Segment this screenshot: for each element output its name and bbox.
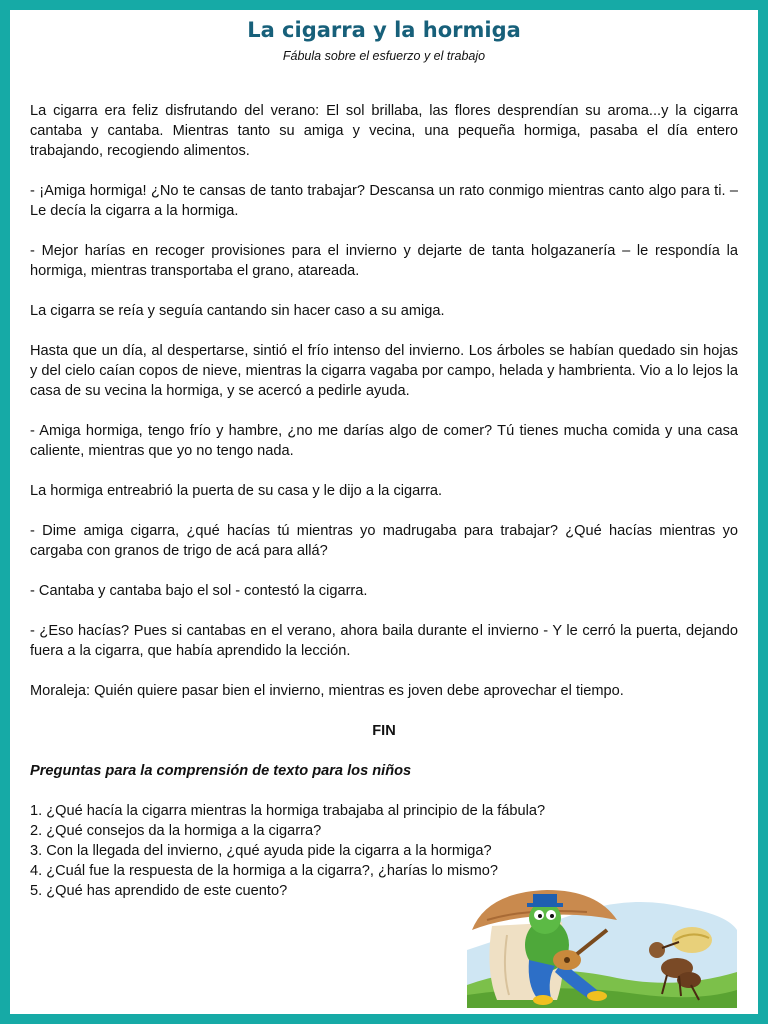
story-paragraph: La cigarra se reía y seguía cantando sin hacer caso a su amiga. — [30, 303, 445, 319]
story-paragraph: - Dime amiga cigarra, ¿qué hacías tú mientras yo madrugaba para trabajar? ¿Qué hacías mientras yo cargaba con granos de trigo de acá para allá? — [30, 523, 738, 559]
cricket-ant-illustration — [467, 890, 737, 1008]
document-page — [10, 10, 758, 1014]
story-paragraph: - Mejor harías en recoger provisiones para el invierno y dejarte de tanta holgazanería – le respondía la hormiga, mientras transportaba el grano, atareada. — [30, 243, 738, 279]
story-paragraph: La hormiga entreabrió la puerta de su casa y le dijo a la cigarra. — [30, 483, 443, 499]
story-paragraph: La cigarra era feliz disfrutando del verano: El sol brillaba, las flores desprendían su aroma...y la cigarra cantaba y cantaba. Mientras tanto su amiga y vecina, una pequeña hormiga, pasaba el día entero trabajando, recogiendo alimentos. — [30, 103, 738, 159]
question-item: 3. Con la llegada del invierno, ¿qué ayuda pide la cigarra a la hormiga? — [30, 843, 492, 859]
story-paragraph: - Amiga hormiga, tengo frío y hambre, ¿no me darías algo de comer? Tú tienes mucha comida y una casa caliente, mientras que yo no tengo nada. — [30, 423, 738, 459]
question-item: 2. ¿Qué consejos da la hormiga a la cigarra? — [30, 823, 322, 839]
moral-paragraph: Moraleja: Quién quiere pasar bien el invierno, mientras es joven debe aprovechar el tiempo. — [30, 683, 624, 699]
story-paragraph: - ¿Eso hacías? Pues si cantabas en el verano, ahora baila durante el invierno - Y le cerró la puerta, dejando fuera a la cigarra, que había aprendido la lección. — [30, 623, 738, 659]
question-item: 4. ¿Cuál fue la respuesta de la hormiga a la cigarra?, ¿harías lo mismo? — [30, 863, 499, 879]
questions-list — [30, 801, 738, 901]
page-title: La cigarra y la hormiga — [247, 18, 521, 42]
story-paragraph: Hasta que un día, al despertarse, sintió el frío intenso del invierno. Los árboles se habían quedado sin hojas y del cielo caían copos de nieve, mientras la cigarra vagaba por campo, helada y hambrienta. Vio a lo lejos la casa de su vecina la hormiga, y se acercó a pedirle ayuda. — [30, 343, 738, 399]
story-paragraph: - ¡Amiga hormiga! ¿No te cansas de tanto trabajar? Descansa un rato conmigo mientras canto algo para ti. – Le decía la cigarra a la hormiga. — [30, 183, 738, 219]
page-subtitle: Fábula sobre el esfuerzo y el trabajo — [282, 49, 486, 63]
question-item: 5. ¿Qué has aprendido de este cuento? — [30, 883, 288, 899]
fin-label: FIN — [372, 723, 396, 739]
story-paragraph: - Cantaba y cantaba bajo el sol - contestó la cigarra. — [30, 583, 368, 599]
story-body — [30, 101, 738, 901]
questions-heading: Preguntas para la comprensión de texto para los niños — [30, 763, 412, 779]
question-item: 1. ¿Qué hacía la cigarra mientras la hormiga trabajaba al principio de la fábula? — [30, 803, 546, 819]
